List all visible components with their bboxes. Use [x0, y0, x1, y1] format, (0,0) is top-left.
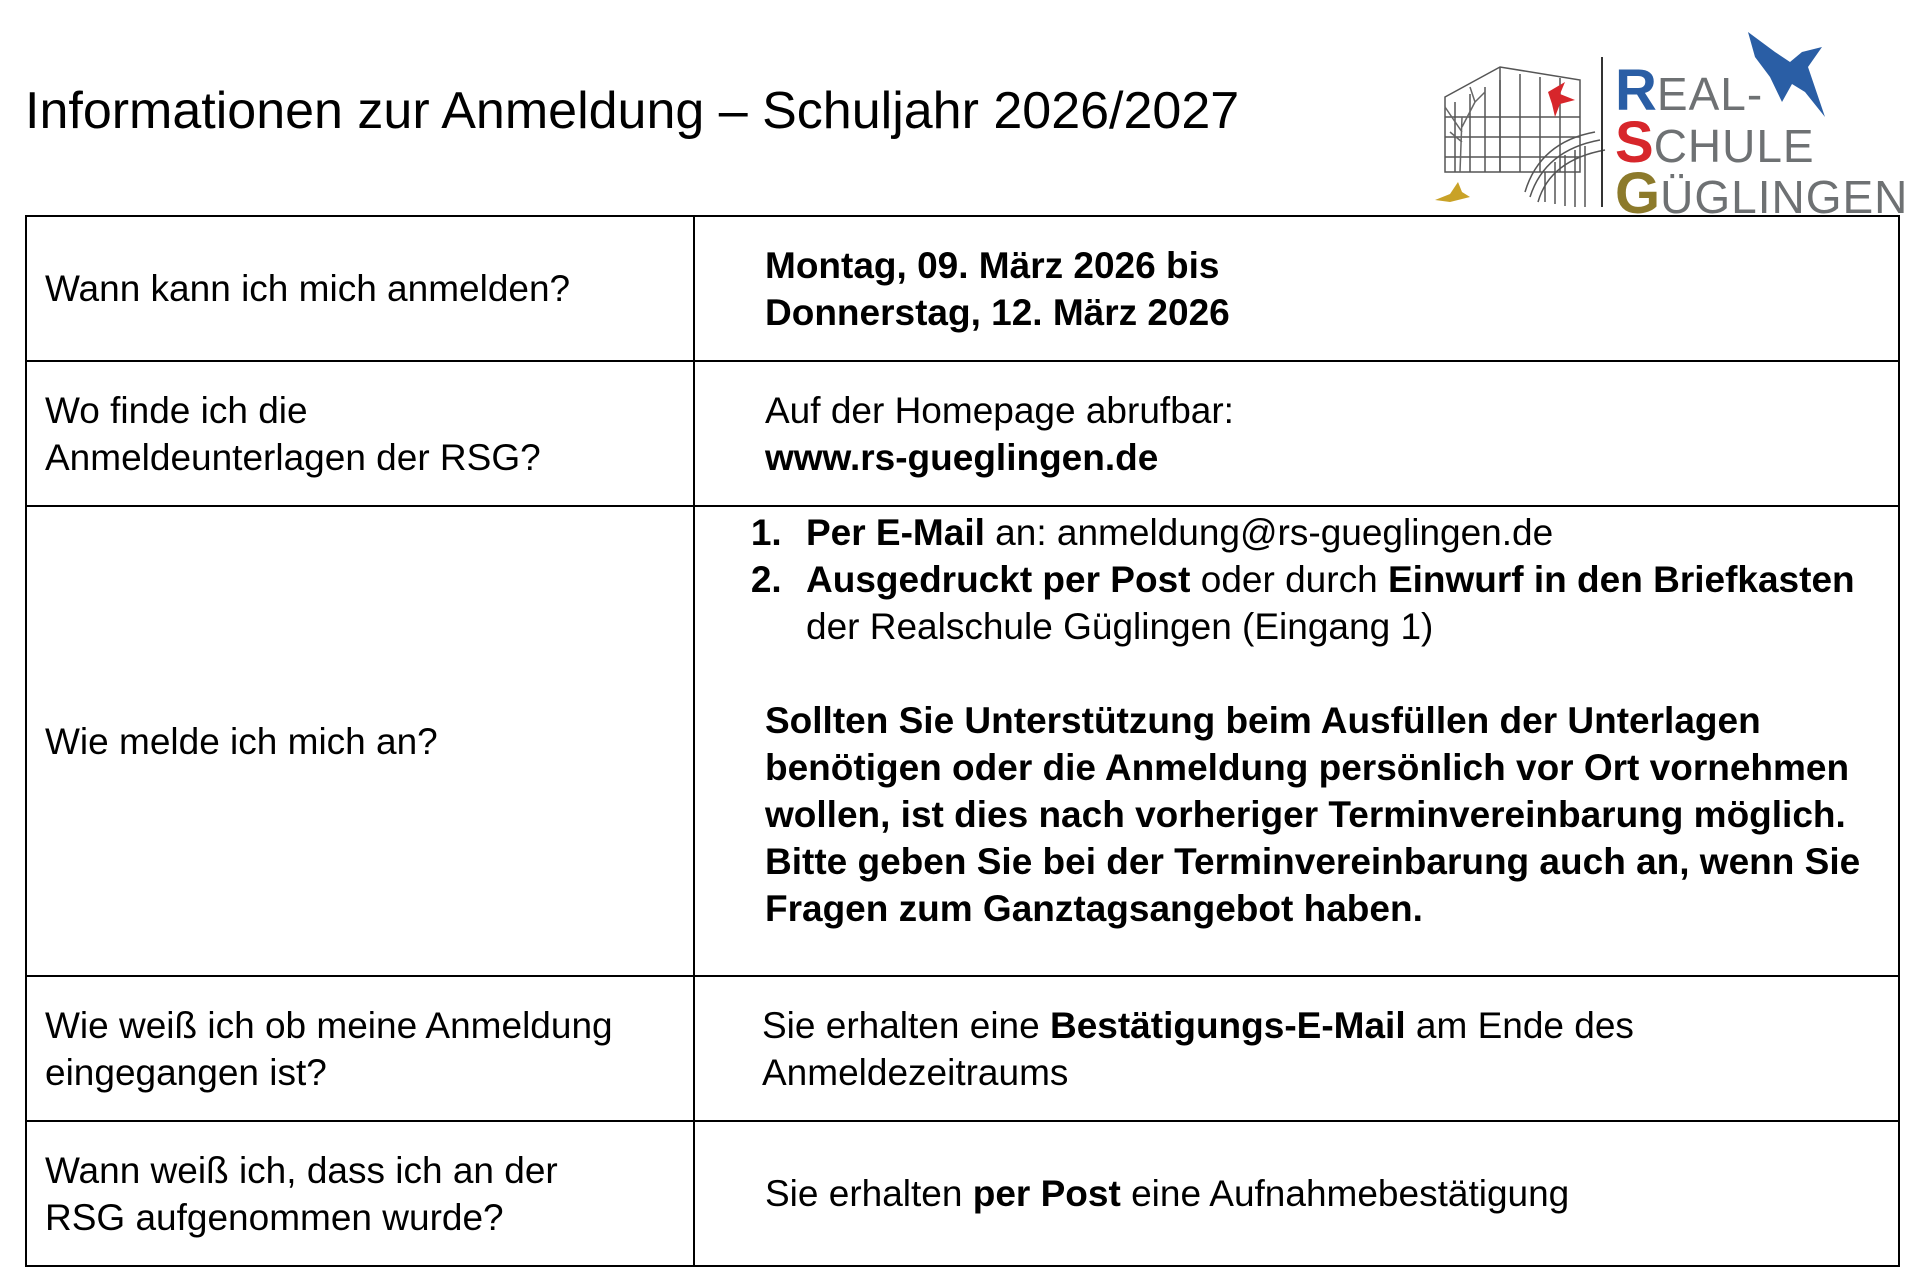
answer-when-start: Montag, 09. März 2026 bis [765, 244, 1220, 286]
table-row-admitted [26, 1121, 1899, 1266]
answer-when-end: Donnerstag, 12. März 2026 [765, 291, 1230, 333]
list-item-email [792, 509, 1878, 556]
logo-text-gueglingen: ÜGLINGEN [1660, 171, 1909, 223]
answer-admitted-bold: per Post [972, 1173, 1121, 1214]
logo-initial-g: G [1615, 161, 1661, 226]
table-row-where [26, 361, 1899, 506]
answer-admitted-post: eine Aufnahmebestätigung [1120, 1173, 1570, 1214]
red-bird-icon [1548, 82, 1575, 117]
answer-confirm-pre: Sie erhalten eine [762, 1004, 1050, 1046]
answer-confirm-bold: Bestätigungs-E-Mail [1049, 1004, 1406, 1046]
question-where [26, 361, 694, 506]
mailbox-method-location: der Realschule Güglingen (Eingang 1) [806, 606, 1434, 647]
answer-where-text: Auf der Homepage abrufbar: [765, 389, 1234, 431]
support-note: Sollten Sie Unterstützung beim Ausfüllen der Unterlagen benötigen oder die Anmeldung persönlich vor Ort vornehmen wollen, ist dies nach vorheriger Terminvereinbarung möglich. [765, 700, 1850, 835]
question-admitted [26, 1121, 694, 1266]
spacer [720, 650, 1878, 697]
post-method-label: Ausgedruckt per Post [806, 559, 1191, 600]
all-day-offer-note: Bitte geben Sie bei der Terminvereinbarung auch an, wenn Sie Fragen zum Ganztagsangebot haben. [765, 841, 1861, 929]
post-method-connector: oder durch [1190, 559, 1388, 600]
school-logo [1430, 22, 1909, 226]
info-table [25, 215, 1900, 1267]
email-method-label: Per E-Mail [806, 512, 985, 553]
logo-initial-r: R [1615, 58, 1657, 123]
question-how-text: Wie melde ich mich an? [45, 720, 438, 762]
list-item-post [792, 556, 1878, 650]
question-how [26, 506, 694, 976]
logo-text-schule: CHULE [1653, 120, 1815, 172]
question-where-line1: Wo finde ich die [45, 389, 308, 431]
answer-when [694, 216, 1899, 361]
answer-how [694, 506, 1899, 976]
yellow-bird-icon [1435, 182, 1470, 202]
logo-text-real: EAL- [1656, 68, 1764, 120]
question-confirm-line1: Wie weiß ich ob meine Anmeldung [45, 1004, 613, 1046]
answer-admitted-pre: Sie erhalten [765, 1173, 973, 1214]
answer-admitted [694, 1121, 1899, 1266]
table-row-confirm [26, 976, 1899, 1121]
question-confirm [26, 976, 694, 1121]
answer-confirm-line2: Anmeldezeitraums [762, 1051, 1069, 1093]
question-confirm-line2: eingegangen ist? [45, 1051, 327, 1093]
question-when-text: Wann kann ich mich anmelden? [45, 268, 571, 309]
question-where-line2: Anmeldeunterlagen der RSG? [45, 436, 541, 478]
answer-confirm [694, 976, 1899, 1121]
answer-confirm-post: am Ende des [1405, 1004, 1634, 1046]
answer-confirm-line1 [762, 1002, 1878, 1049]
table-row-how [26, 506, 1899, 976]
email-method-address: an: anmeldung@rs-gueglingen.de [984, 512, 1554, 553]
page-title: Informationen zur Anmeldung – Schuljahr 2026/2027 [25, 82, 1240, 140]
mailbox-method-label: Einwurf in den Briefkasten [1387, 559, 1855, 600]
answer-where [694, 361, 1899, 506]
question-admitted-line2: RSG aufgenommen wurde? [45, 1196, 504, 1238]
question-admitted-line1: Wann weiß ich, dass ich an der [45, 1149, 558, 1191]
logo-initial-s: S [1615, 110, 1654, 175]
table-row-when [26, 216, 1899, 361]
registration-methods-list [720, 509, 1878, 650]
homepage-link[interactable]: www.rs-gueglingen.de [765, 436, 1159, 478]
question-when [26, 216, 694, 361]
